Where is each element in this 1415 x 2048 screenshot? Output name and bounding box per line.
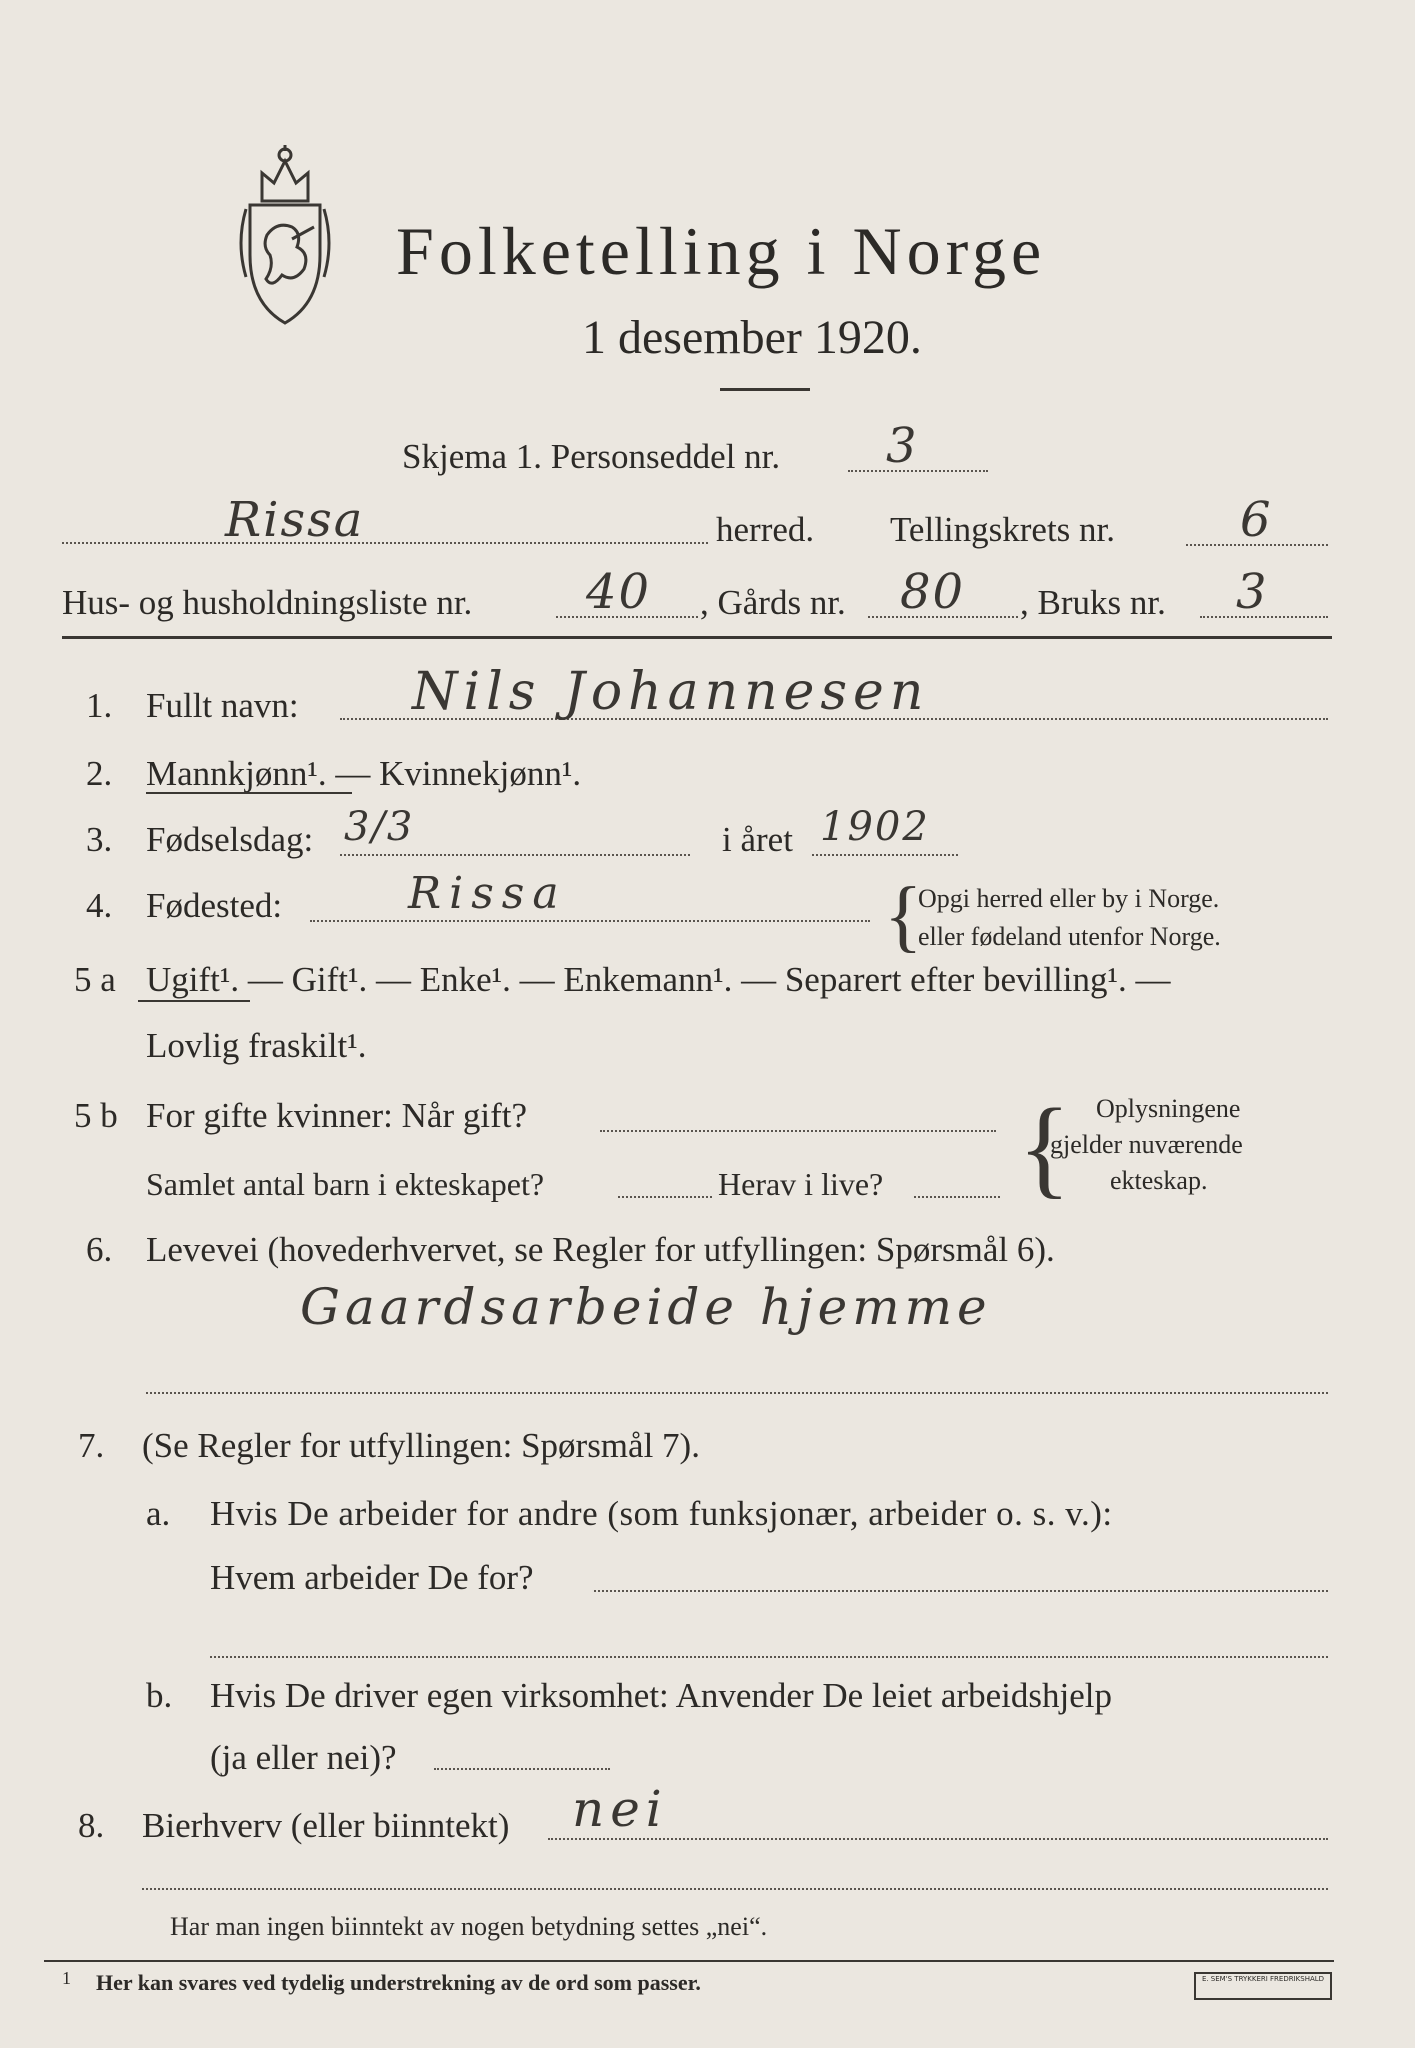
q1-label: Fullt navn: (146, 686, 299, 725)
form-date: 1 desember 1920. (582, 311, 922, 364)
q7a-line-1: Hvis De arbeider for andre (som funksjonær, arbeider o. s. v.): (210, 1494, 1113, 1533)
q5b-when-dots (600, 1130, 996, 1132)
q8-dots-2 (142, 1888, 1328, 1890)
q4-note-1: Opgi herred eller by i Norge. (918, 884, 1220, 913)
bruks-value: 3 (1236, 564, 1269, 620)
tellingskrets-label: Tellingskrets nr. (890, 510, 1116, 549)
q4-brace: { (884, 872, 923, 960)
q2-text: Mannkjønn¹. — Kvinnekjønn¹. (146, 754, 582, 793)
q7b-dots (434, 1768, 610, 1770)
q5b-note-3: ekteskap. (1110, 1166, 1208, 1195)
hus-label: Hus- og husholdningsliste nr. (62, 583, 473, 622)
q5b-line-2a: Samlet antal barn i ekteskapet? (146, 1166, 545, 1202)
q4-note-2: eller fødeland utenfor Norge. (918, 922, 1221, 951)
q5b-note-2: gjelder nuværende (1050, 1130, 1243, 1159)
q7a-dots-2 (210, 1656, 1328, 1658)
q7-label: (Se Regler for utfyllingen: Spørsmål 7). (142, 1426, 700, 1465)
q5b-brace: { (1018, 1086, 1071, 1208)
q6-value: Gaardsarbeide hjemme (300, 1278, 992, 1336)
q4-value: Rissa (408, 868, 567, 919)
q5b-children-dots (618, 1196, 712, 1198)
q3-label: Fødselsdag: (146, 820, 314, 859)
q5a-line-2: Lovlig fraskilt¹. (146, 1026, 367, 1065)
q5b-line-1: For gifte kvinner: Når gift? (146, 1096, 528, 1135)
norway-coat-of-arms-icon (222, 143, 348, 331)
herred-label: herred. (716, 510, 815, 549)
q5b-line-2b: Herav i live? (718, 1166, 884, 1202)
q3-year-dots (812, 854, 958, 856)
q3-year-label: i året (722, 820, 793, 859)
q3-value: 3/3 (344, 804, 415, 850)
q6-number: 6. (86, 1230, 113, 1269)
title-rule (720, 388, 810, 391)
q8-dots (548, 1838, 1328, 1840)
section-rule (62, 636, 1332, 639)
q5a-number: 5 a (74, 960, 116, 999)
q7b-line-2: (ja eller nei)? (210, 1738, 397, 1777)
q7-number: 7. (78, 1426, 105, 1465)
q5a-underline-ugift (138, 1000, 250, 1002)
tellingskrets-value: 6 (1240, 492, 1273, 548)
q7a-number: a. (146, 1494, 171, 1533)
skjema-value: 3 (886, 418, 919, 474)
printer-stamp: E. SEM'S TRYKKERI FREDRIKSHALD (1194, 1972, 1332, 2000)
q7a-line-2: Hvem arbeider De for? (210, 1558, 534, 1597)
footnote-text: Her kan svares ved tydelig understrekning av de ord som passer. (96, 1970, 701, 1995)
herred-value: Rissa (225, 492, 365, 548)
q8-label: Bierhverv (eller biinntekt) (142, 1806, 510, 1845)
bruks-label: , Bruks nr. (1020, 583, 1166, 622)
q3-year-value: 1902 (820, 804, 930, 850)
q8-number: 8. (78, 1806, 105, 1845)
q3-dots (340, 854, 690, 856)
q5b-alive-dots (914, 1196, 1000, 1198)
q7a-dots-1 (594, 1590, 1328, 1592)
form-title: Folketelling i Norge (396, 213, 1047, 289)
q5b-note-1: Oplysningene (1096, 1094, 1241, 1123)
skjema-label: Skjema 1. Personseddel nr. (402, 437, 781, 476)
q7b-number: b. (146, 1676, 173, 1715)
q8-value: nei (572, 1780, 668, 1838)
q2-underline-mannkjonn (146, 792, 352, 794)
q4-label: Fødested: (146, 886, 283, 925)
q1-number: 1. (86, 686, 113, 725)
gards-label: , Gårds nr. (700, 583, 846, 622)
footer-note: Har man ingen biinntekt av nogen betydning settes „nei“. (170, 1912, 768, 1941)
footnote-mark: 1 (62, 1968, 71, 1988)
q6-label: Levevei (hovederhvervet, se Regler for utfyllingen: Spørsmål 6). (146, 1230, 1055, 1269)
herred-dots (62, 542, 708, 544)
footer-rule (44, 1960, 1334, 1962)
hus-value: 40 (586, 564, 652, 620)
q4-dots (310, 920, 870, 922)
q5b-number: 5 b (74, 1096, 118, 1135)
q5a-line-1: Ugift¹. — Gift¹. — Enke¹. — Enkemann¹. — Separert efter bevilling¹. — (146, 960, 1171, 999)
q6-dots-2 (146, 1392, 1328, 1394)
q4-number: 4. (86, 886, 113, 925)
gards-value: 80 (900, 564, 966, 620)
q1-value: Nils Johannesen (412, 662, 930, 722)
q3-number: 3. (86, 820, 113, 859)
q7b-line-1: Hvis De driver egen virksomhet: Anvender De leiet arbeidshjelp (210, 1676, 1112, 1715)
q2-number: 2. (86, 754, 113, 793)
